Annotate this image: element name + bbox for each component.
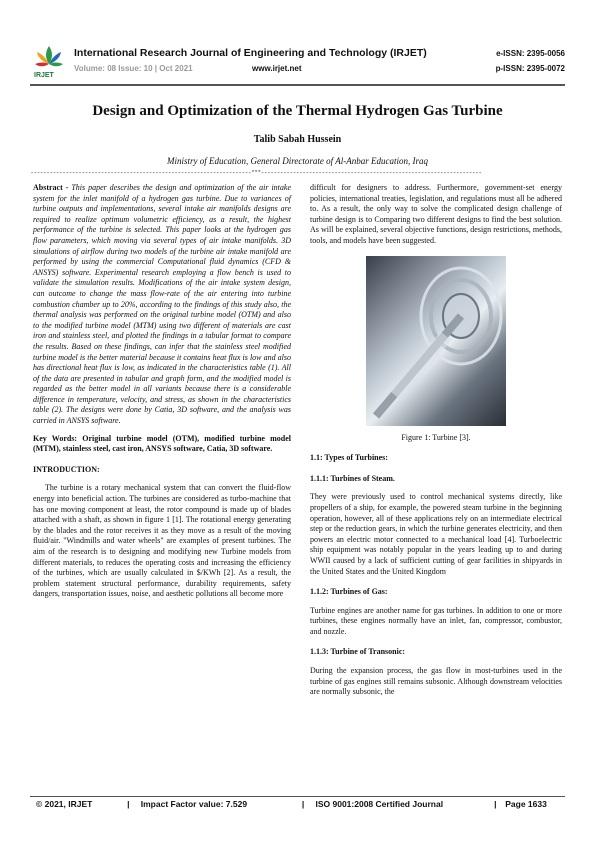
keywords: Key Words: Original turbine model (OTM), modified turbine model (MTM), stainless steel, cast iron, ANSYS software, Catia, 3D software. [33, 433, 291, 454]
section-1-1-2-text: Turbine engines are another name for gas turbines. In addition to one or more turbines, these engines normally have an inlet, fan, compressor, combustor, and nozzle. [310, 605, 562, 636]
section-1-1-heading: 1.1: Types of Turbines: [310, 453, 388, 463]
footer-impact-factor: Impact Factor value: 7.529 [140, 799, 248, 809]
abstract [33, 183, 291, 427]
turbine-figure-image [366, 256, 506, 426]
journal-header [30, 44, 565, 84]
journal-title: International Research Journal of Engineering and Technology (IRJET) [74, 47, 427, 59]
footer-iso: ISO 9001:2008 Certified Journal [315, 799, 444, 809]
turbine-illustration [366, 256, 506, 426]
left-column [33, 183, 291, 607]
volume-issue: Volume: 08 Issue: 10 | Oct 2021 [74, 64, 193, 73]
section-1-1-2-heading: 1.1.2: Turbines of Gas: [310, 587, 388, 597]
section-separator: ---------------------------------------------------------------------***--------------------------------------------------------------------- [30, 170, 482, 178]
right-column [310, 183, 562, 705]
abstract-text: This paper describes the design and optimization of the air intake system for the inlet manifold of a hydrogen gas turbine. Due to variances of turbine outputs and implementations, several intake air manifolds designs are required to realize optimum volumetric efficiency, as a result, the highest performance of the turbine is selected. This paper looks at the hydrogen gas flow parameters, which moving via several types of air intake manifolds. 3D simulations of airflow during two models of the turbine air intake manifold are performed by using the commercial Computational fluid dynamics (CFD & ANSYS) software. Experimental research employing a flow bench is used to validate the simulation results. Modifications of the air intake system design, can outcome to change the mass flow-rate of the air entering into turbine combustion chamber up to 20%, according to the findings of this study also, the thermal analysis was performed on the original turbine model (OTM) and also to the modified turbine model (MTM) using two different of materials are cast iron and stainless steel, and plotted the findings in a tabular format to compare the results. Based on these findings, can infer that the stainless steel modified turbine model is the better material because it contains heat flux is low and also has directional heat flux is low, as indicated in the characteristics table (1). All of the data are presented in tabular and graph form, and the modified model is regarded as the better model in all variants because there is a considerable difference in temperature, velocity, and stress, as shown in the characteristics table (2). The designs were done by Catia, 3D software, and the analysis was carried in ANSYS software. [33, 183, 291, 426]
pissn: p-ISSN: 2395-0072 [495, 64, 565, 73]
author-name: Talib Sabah Hussein [253, 134, 342, 145]
intro-heading: INTRODUCTION: [33, 464, 100, 474]
footer-divider [30, 796, 565, 797]
author-affiliation: Ministry of Education, General Directorate of Al-Anbar Education, Iraq [167, 156, 428, 166]
journal-website: www.irjet.net [252, 64, 302, 73]
abstract-label: Abstract - [33, 183, 69, 192]
logo-text: IRJET [34, 72, 54, 79]
paper-title: Design and Optimization of the Thermal Hydrogen Gas Turbine [92, 103, 503, 119]
section-1-1-1-text: They were previously used to control mechanical systems directly, like propellers of a ship, for example, the powered steam turbine in the beginning operation, however, all of these applications rely on an intermediate electrical step or the reduction gears, in which the turbine generates electricity, and then powers an electric motor connected to a mechanical load [4]. Turboelectric ship equipment was notably popular in the years leading up to and during WWII caused by a lack of sufficient cutting of gear facilities in shipyards in the United States and the United Kingdom [310, 492, 562, 576]
page-footer: © 2021, IRJET | Impact Factor value: 7.529 | ISO 9001:2008 Certified Journal | Page 1633 [36, 799, 547, 809]
section-1-1-1-heading: 1.1.1: Turbines of Steam. [310, 473, 395, 483]
eissn: e-ISSN: 2395-0056 [496, 49, 565, 58]
intro-text: The turbine is a rotary mechanical system that can convert the fluid-flow energy into beneficial action. The turbines are considered as turbo-machine that has one moving component at least, the rotor compound is made up of blades attached with a shaft, as shown in figure 1 [1]. The rotational energy generating by the blades and the rotor receives it as they move as a result of the moving fluid/air. "Windmills and water wheels" are examples of present turbines. The aim of the research is to designing and modifying new Turbine models from different materials, to reduces the operating costs and increasing the efficiency of the turbines, which are usually calculated in $/KWh [2]. As a result, the problem statement structural performance, durability requirements, safety dangers, transportation issues, noise, and aesthetic pollutions all become more [33, 483, 291, 599]
section-1-1-3-heading: 1.1.3: Turbine of Transonic: [310, 647, 406, 657]
figure-caption: Figure 1: Turbine [3]. [401, 432, 471, 442]
footer-copyright: © 2021, IRJET [36, 799, 93, 809]
section-1-1-3-text: During the expansion process, the gas flow in most-turbines used in the turbine of gas engines still remains subsonic. Although downstream velocities are normally subsonic, the [310, 666, 562, 697]
intro-continued: difficult for designers to address. Furthermore, government-set energy policies, international treaties, legislation, and regulations must all be adhered to. As a result, the only way to solve the complicated design challenge of turbine design is to Comparing two different designs to find the best solution. As will be explained, several objective functions, design restrictions, methods, tools, and models have been suggested. [310, 183, 562, 245]
header-divider [30, 84, 565, 86]
footer-page-number: Page 1633 [505, 799, 547, 809]
